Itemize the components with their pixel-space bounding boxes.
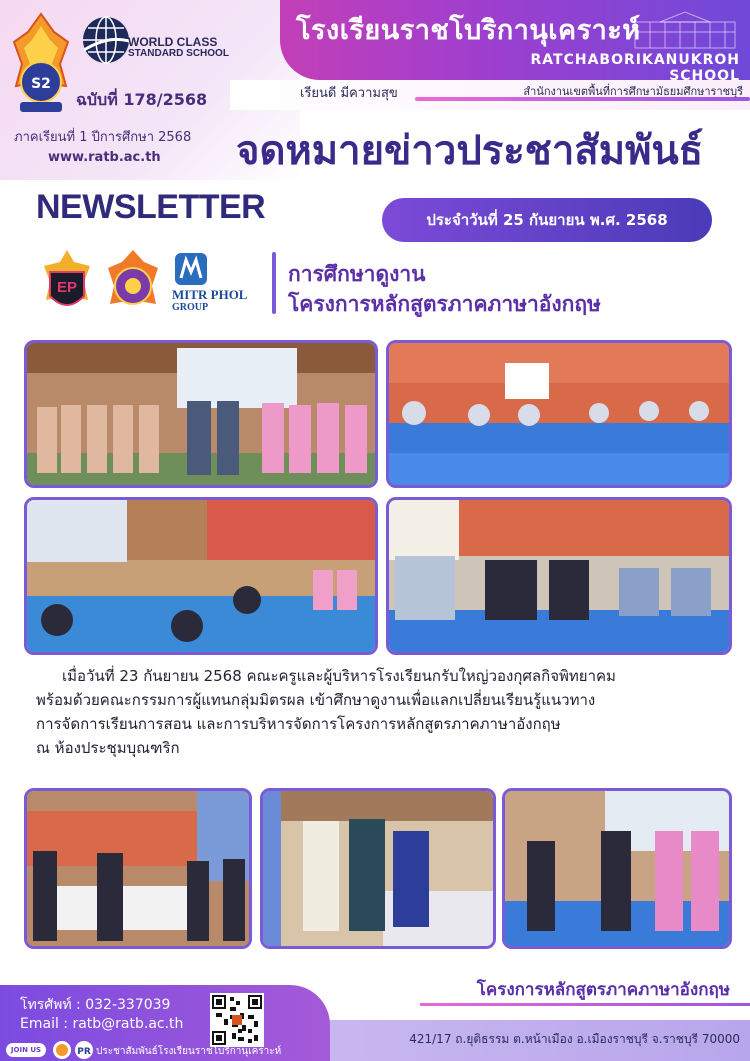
wcs-line2: STANDARD SCHOOL (128, 48, 229, 59)
mitr-phol-mark-icon (174, 252, 208, 286)
photo-room-tour (502, 788, 732, 949)
photo-book-display (260, 788, 496, 949)
pr-page-name[interactable]: ประชาสัมพันธ์โรงเรียนราชโบริกานุเคราะห์ (96, 1046, 282, 1057)
education-office: สำนักงานเขตพื้นที่การศึกษามัธยมศึกษาราชบุรี (523, 85, 743, 98)
newsletter-heading: NEWSLETTER (36, 188, 266, 226)
school-name-thai: โรงเรียนราชโบริกานุเคราะห์ (296, 15, 641, 46)
qr-code-icon[interactable] (210, 993, 264, 1047)
svg-text:PR: PR (77, 1047, 91, 1057)
footer-email[interactable]: Email : ratb@ratb.ac.th (20, 1016, 184, 1032)
ep-program-logo (40, 248, 94, 318)
photo-presentation-room (24, 497, 378, 655)
wcs-line1: WORLD CLASS (128, 35, 218, 49)
academic-term: ภาคเรียนที่ 1 ปีการศึกษา 2568 (14, 130, 192, 145)
ep-logo-text: EP (56, 279, 78, 296)
photo-meeting-room-wide (386, 340, 732, 488)
article-body (36, 664, 726, 760)
photo-exhibition-display (24, 788, 252, 949)
partner-school-crest-logo (104, 248, 162, 318)
world-class-standard-school-logo (80, 14, 230, 76)
article-line-2: พร้อมด้วยคณะกรรมการผู้แทนกลุ่มมิตรผล เข้าศึกษาดูงานเพื่อแลกเปลี่ยนเรียนรู้แนวทาง (36, 691, 596, 709)
project-title-line2: โครงการหลักสูตรภาคภาษาอังกฤษ (288, 292, 601, 316)
issue-number: ฉบับที่ 178/2568 (76, 90, 208, 109)
school-motto: เรียนดี มีความสุข (300, 86, 398, 101)
mitr-phol-logo (172, 252, 264, 316)
globe-icon (80, 14, 132, 66)
mitr-phol-line1: MITR PHOL (172, 287, 248, 302)
photo-group-meeting (24, 340, 378, 488)
article-line-4: ณ ห้องประชุมบุณฑริก (36, 739, 180, 757)
project-title-divider (272, 252, 276, 314)
footer-accent-line (420, 1003, 750, 1006)
article-line-3: การจัดการเรียนการสอน และการบริหารจัดการโครงการหลักสูตรภาคภาษาอังกฤษ (36, 715, 561, 733)
footer-address: 421/17 ถ.ยุติธรรม ต.หน้าเมือง อ.เมืองราชบุรี จ.ราชบุรี 70000 (409, 1032, 740, 1046)
newsletter-title-thai: จดหมายข่าวประชาสัมพันธ์ (236, 128, 704, 174)
footer-project-title: โครงการหลักสูตรภาคภาษาอังกฤษ (476, 980, 730, 1000)
svg-text:S2: S2 (31, 76, 51, 92)
project-title-line1: การศึกษาดูงาน (288, 262, 426, 286)
join-us-badge[interactable]: JOIN US (6, 1043, 46, 1057)
pr-logo-icon (74, 1040, 94, 1060)
website-link[interactable]: www.ratb.ac.th (48, 150, 161, 165)
issue-date-pill: ประจำวันที่ 25 กันยายน พ.ศ. 2568 (382, 198, 712, 242)
photo-participants-discussion (386, 497, 732, 655)
mitr-phol-line2: GROUP (172, 302, 209, 313)
footer-phone[interactable]: โทรศัพท์ : 032-337039 (20, 997, 171, 1013)
article-line-1: เมื่อวันที่ 23 กันยายน 2568 คณะครูและผู้บริหารโรงเรียนกรับใหญ่วองกุศลกิจพิทยาคม (62, 667, 616, 685)
school-crest-logo (10, 12, 72, 116)
school-mini-logo-icon (52, 1040, 72, 1060)
school-name-english: RATCHABORIKANUKROH SCHOOL (530, 52, 740, 84)
